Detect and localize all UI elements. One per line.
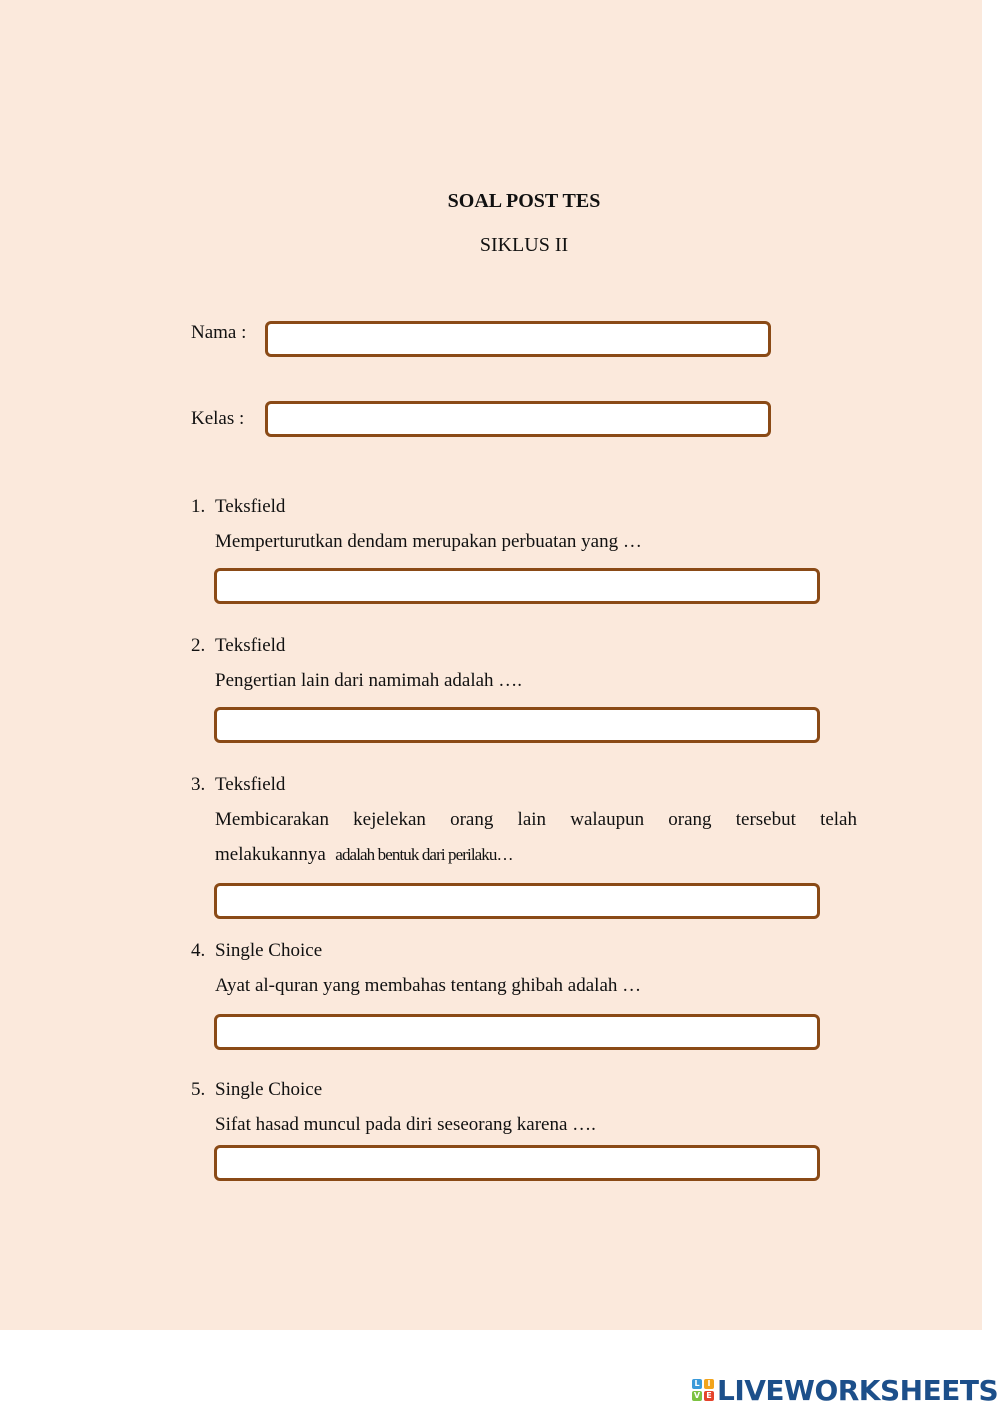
logo-tile: E [704, 1391, 714, 1401]
liveworksheets-brand[interactable] [692, 1375, 998, 1405]
answer-input-3[interactable] [214, 883, 820, 919]
question-text-line-2 [215, 837, 857, 872]
question-type: Teksfield [215, 635, 286, 656]
question-number: 4. [191, 940, 206, 961]
question-type: Single Choice [215, 940, 323, 961]
question-type: Single Choice [215, 1079, 323, 1100]
question-type: Teksfield [215, 774, 286, 795]
logo-tile: L [692, 1379, 702, 1389]
answer-input-5[interactable] [214, 1145, 820, 1181]
question-text: Sifat hasad muncul pada diri seseorang karena …. [215, 1114, 596, 1135]
question-text-line-2-start: melakukannya [215, 844, 326, 865]
question-text: Ayat al-quran yang membahas tentang ghibah adalah … [215, 975, 642, 996]
page-title: SOAL POST TES [447, 190, 601, 212]
class-input[interactable] [265, 401, 771, 437]
answer-input-2[interactable] [214, 707, 820, 743]
liveworksheets-logo-icon [692, 1379, 714, 1401]
question-number: 2. [191, 635, 206, 656]
question-number: 3. [191, 774, 206, 795]
question-number: 5. [191, 1079, 206, 1100]
question-text-line-2-end: adalah bentuk dari perilaku… [335, 845, 513, 864]
name-input[interactable] [265, 321, 771, 357]
answer-input-1[interactable] [214, 568, 820, 604]
name-label: Nama : [191, 322, 247, 343]
question-text [215, 802, 857, 872]
question-text-line-1: Membicarakan kejelekan orang lain walaupun orang tersebut telah [215, 809, 857, 830]
question-text: Pengertian lain dari namimah adalah …. [215, 670, 523, 691]
question-type: Teksfield [215, 496, 286, 517]
answer-input-4[interactable] [214, 1014, 820, 1050]
page-subtitle: SIKLUS II [479, 234, 569, 256]
brand-name: LIVEWORKSHEETS [717, 1373, 999, 1407]
logo-tile: I [704, 1379, 714, 1389]
logo-tile: V [693, 1391, 701, 1400]
question-number: 1. [191, 496, 206, 517]
class-label: Kelas : [191, 408, 245, 429]
question-text: Memperturutkan dendam merupakan perbuatan yang … [215, 531, 642, 552]
